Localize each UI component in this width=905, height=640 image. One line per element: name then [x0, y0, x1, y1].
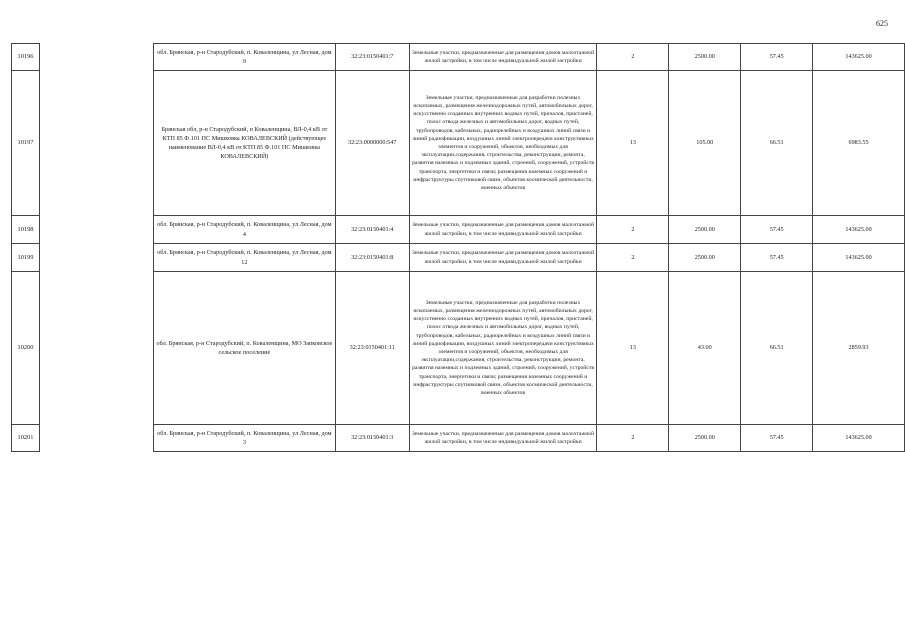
- table-row: [154, 244, 905, 272]
- cadastral-number-cell: 32:23:0000000:547: [335, 71, 409, 216]
- address-cell: Брянская обл, р-н Стародубский, п Коваленщина, ВЛ-0,4 кВ от КТП 85 Ф.101 ПС Мишковка КОВАЛЕВСКИЙ (действующее наименование ВЛ-0,4 кВ от КТП 85 Ф.101 ПС Мишковка КОВАЛЕВСКИЙ): [154, 71, 336, 216]
- area-cell: 43.00: [669, 272, 741, 425]
- cadastral-number-cell: 32:23:0150401:11: [335, 272, 409, 425]
- address-cell: обл. Брянская, р-н Стародубский, п. Коваленщина, ул Лесная, дом 9: [154, 44, 336, 71]
- table-row: [12, 71, 40, 216]
- rate-cell: 57.45: [741, 44, 813, 71]
- table-row: [12, 272, 40, 425]
- cost-cell: 143625.00: [813, 216, 905, 244]
- record-id: 10196: [12, 44, 40, 71]
- use-code-cell: 2: [597, 425, 669, 452]
- cost-cell: 143625.00: [813, 425, 905, 452]
- cost-cell: 143625.00: [813, 244, 905, 272]
- use-code-cell: 2: [597, 216, 669, 244]
- table-row: [12, 425, 40, 452]
- rate-cell: 57.45: [741, 425, 813, 452]
- use-code-cell: 13: [597, 272, 669, 425]
- land-use-cell: Земельные участки, предназначенные для размещения домов малоэтажной жилой застройки, в том числе индивидуальной жилой застройки: [409, 244, 597, 272]
- cadastral-number-cell: 32:23:0150401:7: [335, 44, 409, 71]
- table-row: [12, 244, 40, 272]
- area-cell: 2500.00: [669, 216, 741, 244]
- rate-cell: 66.51: [741, 272, 813, 425]
- table-row: [154, 216, 905, 244]
- land-plot-table: [153, 43, 905, 452]
- table-row: [154, 71, 905, 216]
- cadastral-number-cell: 32:23:0150401:4: [335, 216, 409, 244]
- land-use-cell: Земельные участки, предназначенные для разработки полезных ископаемых, размещения железнодорожных путей, автомобильных дорог, искусственно созданных внутренних водных путей, причалов, пристаней, полос отвода железных и автомобильных дорог, водных путей, трубопроводов, кабельных, радиорелейных и воздушных линий связи и линий радиофикации, воздушных линий электропередачи конструктивных элементов и сооружений, объектов, необходимых для эксплуатации,содержания, строительства, реконструкции, ремонта, развития наземных и подземных зданий, строений, сооружений, устройств транспорта, энергетики и связи; размещения наземных сооружений и инфраструктуры спутниковой связи, объектов космической деятельности, военных объектов: [409, 71, 597, 216]
- record-id-column: [11, 43, 40, 452]
- record-id: 10197: [12, 71, 40, 216]
- land-use-cell: Земельные участки, предназначенные для размещения домов малоэтажной жилой застройки, в том числе индивидуальной жилой застройки: [409, 44, 597, 71]
- area-cell: 105.00: [669, 71, 741, 216]
- record-id: 10198: [12, 216, 40, 244]
- record-id: 10199: [12, 244, 40, 272]
- area-cell: 2500.00: [669, 44, 741, 71]
- address-cell: обл. Брянская, р-н Стародубский, п. Коваленщина, ул Лесная, дом 3: [154, 425, 336, 452]
- use-code-cell: 2: [597, 244, 669, 272]
- table-row: [154, 272, 905, 425]
- record-id: 10200: [12, 272, 40, 425]
- rate-cell: 57.45: [741, 244, 813, 272]
- land-use-cell: Земельные участки, предназначенные для размещения домов малоэтажной жилой застройки, в том числе индивидуальной жилой застройки: [409, 216, 597, 244]
- table-row: [154, 425, 905, 452]
- record-id: 10201: [12, 425, 40, 452]
- use-code-cell: 13: [597, 71, 669, 216]
- cadastral-number-cell: 32:23:0150401:8: [335, 244, 409, 272]
- cadastral-number-cell: 32:23:0150401:3: [335, 425, 409, 452]
- cost-cell: 2859.93: [813, 272, 905, 425]
- page-number: 625: [876, 19, 888, 28]
- address-cell: обл. Брянская, р-н Стародубский, п. Коваленщина, ул Лесная, дом 4: [154, 216, 336, 244]
- area-cell: 2500.00: [669, 425, 741, 452]
- table-row: [12, 44, 40, 71]
- land-use-cell: Земельные участки, предназначенные для разработки полезных ископаемых, размещения железнодорожных путей, автомобильных дорог, искусственно созданных внутренних водных путей, причалов, пристаней, полос отвода железных и автомобильных дорог, водных путей, трубопроводов, кабельных, радиорелейных и воздушных линий связи и линий радиофикации, воздушных линий электропередачи конструктивных элементов и сооружений, объектов, необходимых для эксплуатации,содержания, строительства, реконструкции, ремонта, развития наземных и подземных зданий, строений, сооружений, устройств транспорта, энергетики и связи; размещения наземных сооружений и инфраструктуры спутниковой связи, объектов космической деятельности, военных объектов: [409, 272, 597, 425]
- use-code-cell: 2: [597, 44, 669, 71]
- table-row: [12, 216, 40, 244]
- address-cell: обл. Брянская, р-н Стародубский, п. Коваленщина, МО Запковское сельское поселение: [154, 272, 336, 425]
- rate-cell: 57.45: [741, 216, 813, 244]
- address-cell: обл. Брянская, р-н Стародубский, п. Коваленщина, ул Лесная, дом 12: [154, 244, 336, 272]
- land-use-cell: Земельные участки, предназначенные для размещения домов малоэтажной жилой застройки, в том числе индивидуальной жилой застройки: [409, 425, 597, 452]
- table-row: [154, 44, 905, 71]
- area-cell: 2500.00: [669, 244, 741, 272]
- cost-cell: 143625.00: [813, 44, 905, 71]
- rate-cell: 66.51: [741, 71, 813, 216]
- cost-cell: 6983.55: [813, 71, 905, 216]
